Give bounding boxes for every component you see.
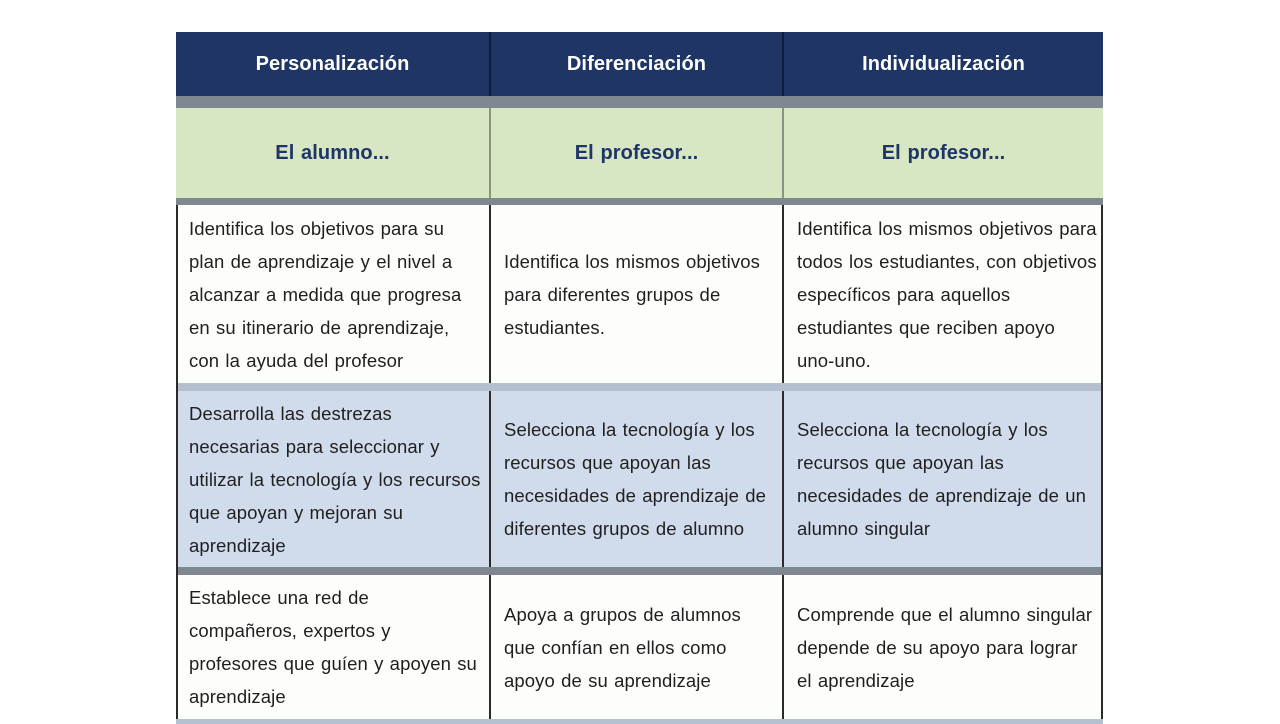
table-cell: Identifica los mismos objetivos para diferentes grupos de estudiantes. — [489, 205, 782, 383]
table-row — [176, 391, 1103, 567]
table-cell: Selecciona la tecnología y los recursos que apoyan las necesidades de aprendizaje de un alumno singular — [782, 391, 1103, 567]
subheader-divider — [176, 198, 1103, 205]
table-left-border — [176, 205, 178, 719]
subheader-profesor-2: El profesor... — [782, 108, 1103, 198]
subheader-profesor-1: El profesor... — [489, 108, 782, 198]
table-cell: Comprende que el alumno singular depende de su apoyo para lograr el aprendizaje — [782, 575, 1103, 719]
row-divider — [176, 383, 1103, 391]
table-cell: Identifica los mismos objetivos para todos los estudiantes, con objetivos específicos para aquellos estudiantes que reciben apoyo uno-uno. — [782, 205, 1103, 383]
table-cell: Identifica los objetivos para su plan de aprendizaje y el nivel a alcanzar a medida que progresa en su itinerario de aprendizaje, con la ayuda del profesor — [189, 217, 462, 371]
comparison-table — [176, 32, 1103, 707]
subheader-alumno: El alumno... — [275, 141, 390, 164]
header-individualizacion: Individualización — [782, 32, 1103, 96]
header-divider — [176, 96, 1103, 108]
header-row — [176, 32, 1103, 96]
table-row — [176, 575, 1103, 719]
subheader-row — [176, 108, 1103, 198]
table-cell: Desarrolla las destrezas necesarias para seleccionar y utilizar la tecnología y los recursos que apoyan y mejoran su aprendizaje — [189, 402, 481, 556]
row-divider — [176, 567, 1103, 575]
table-cell: Apoya a grupos de alumnos que confían en ellos como apoyo de su aprendizaje — [489, 575, 782, 719]
table-cell: Establece una red de compañeros, expertos y profesores que guíen y apoyen su aprendizaje — [189, 587, 477, 707]
table-right-border — [1101, 205, 1103, 719]
header-diferenciacion: Diferenciación — [489, 32, 782, 96]
table-row — [176, 205, 1103, 383]
header-personalizacion: Personalización — [255, 52, 410, 75]
table-cell: Selecciona la tecnología y los recursos que apoyan las necesidades de aprendizaje de diferentes grupos de alumno — [489, 391, 782, 567]
